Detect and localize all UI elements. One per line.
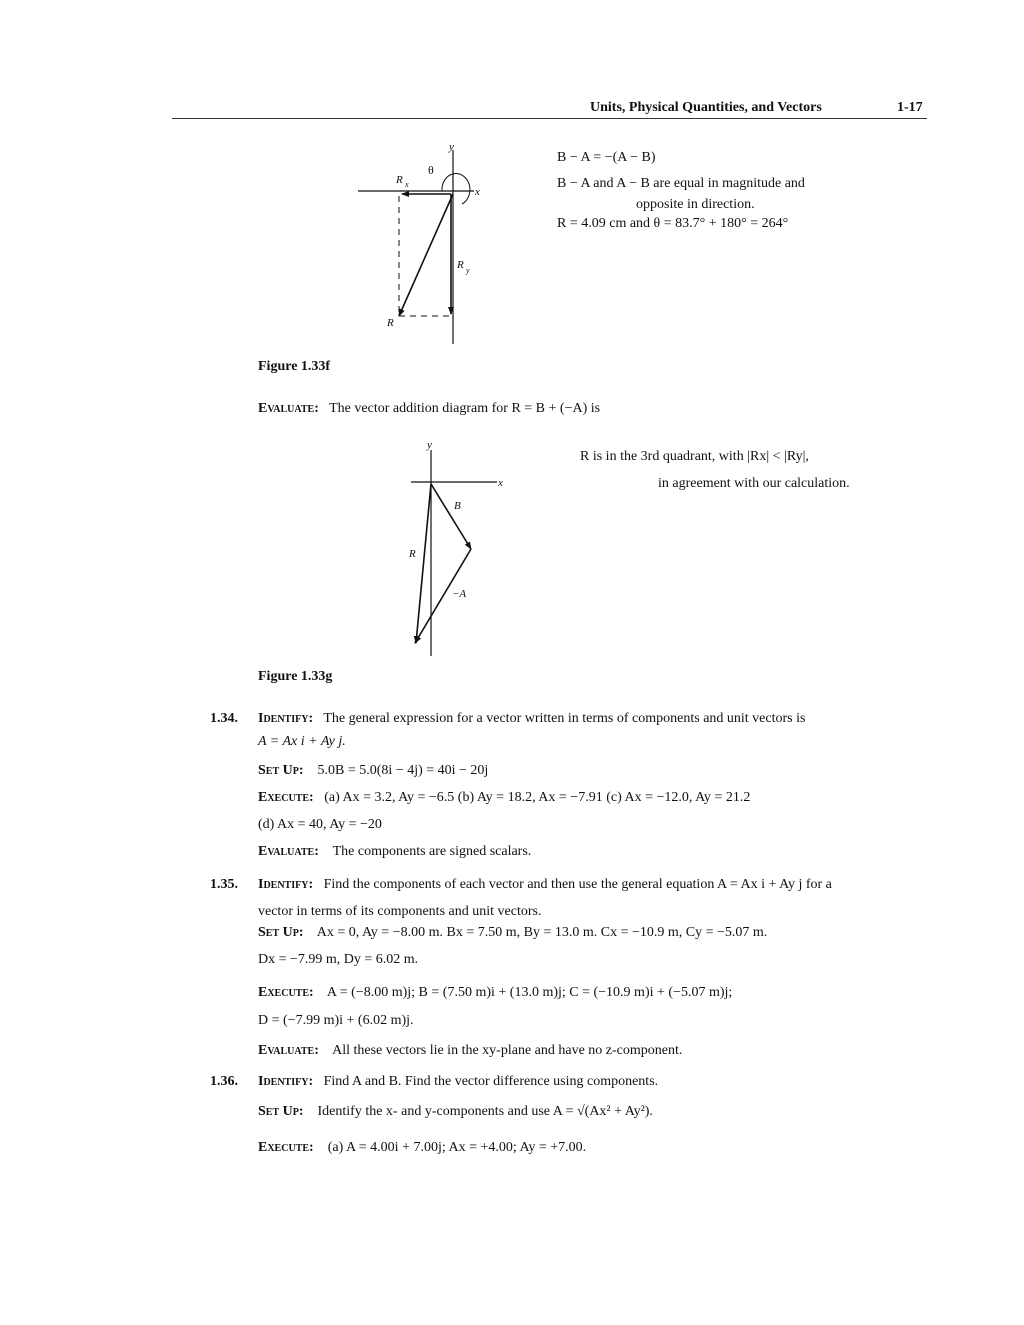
problem-1-35-number: 1.35. (210, 877, 238, 892)
side-g-line2: in agreement with our calculation. (658, 476, 850, 491)
identify-text: The general expression for a vector written in terms of components and unit vectors is (323, 711, 806, 726)
setup-text: Ax = 0, Ay = −8.00 m. Bx = 7.50 m, By = 13.0 m. Cx = −10.9 m, Cy = −5.07 m. (316, 925, 768, 940)
label-ry: R (457, 259, 464, 271)
setup-label: Set Up: (258, 925, 304, 940)
p134-execute-text2: (d) Ax = 40, Ay = −20 (258, 817, 382, 832)
page-number: 1-17 (897, 100, 923, 115)
side-g-line1: R is in the 3rd quadrant, with |Rx| < |Ry|, (580, 449, 809, 464)
p134-setup-row (258, 763, 488, 779)
evaluate-text: All these vectors lie in the xy-plane and have no z-component. (332, 1043, 683, 1058)
label-ry-sub: y (466, 266, 470, 275)
p134-identify-eq: A = Ax i + Ay j. (258, 734, 346, 749)
label-y: y (449, 141, 454, 153)
running-header-title: Units, Physical Quantities, and Vectors (590, 100, 822, 115)
setup-text: Identify the x- and y-components and use A = √(Ax² + Ay²). (317, 1104, 653, 1119)
setup-text: 5.0B = 5.0(8i − 4j) = 40i − 20j (317, 763, 489, 778)
side-f-line3: opposite in direction. (636, 197, 755, 212)
evaluate-g-label: Evaluate: (258, 401, 319, 416)
label-rx-sub: x (405, 180, 409, 189)
p134-evaluate-row (258, 844, 531, 860)
execute-text: (a) Ax = 3.2, Ay = −6.5 (b) Ay = 18.2, Ax = −7.91 (c) Ax = −12.0, Ay = 21.2 (324, 790, 751, 805)
identify-label: Identify: (258, 1074, 314, 1089)
label-theta: θ (428, 163, 434, 177)
resultant-vector-r (399, 194, 453, 316)
identify-text: Find A and B. Find the vector difference using components. (323, 1074, 659, 1089)
p135-evaluate-row (258, 1043, 682, 1059)
evaluate-g-paragraph (258, 401, 600, 417)
evaluate-text: The components are signed scalars. (332, 844, 532, 859)
label-r: R (409, 548, 416, 560)
problem-1-34-number: 1.34. (210, 711, 238, 726)
label-x: x (475, 186, 480, 198)
side-f-line4: R = 4.09 cm and θ = 83.7° + 180° = 264° (557, 216, 789, 231)
side-f-line2: B − A and A − B are equal in magnitude and (557, 176, 805, 191)
p136-setup-row (258, 1104, 653, 1120)
header-rule (172, 118, 927, 119)
evaluate-label: Evaluate: (258, 844, 319, 859)
label-b: B (454, 500, 461, 512)
setup-label: Set Up: (258, 763, 304, 778)
execute-label: Execute: (258, 790, 314, 805)
setup-label: Set Up: (258, 1104, 304, 1119)
execute-text: A = (−8.00 m)j; B = (7.50 m)i + (13.0 m)j; C = (−10.9 m)i + (−5.07 m)j; (326, 985, 733, 1000)
figure-1-33g-diagram (395, 436, 515, 658)
identify-text: Find the components of each vector and then use the general equation A = Ax i + Ay j for a (323, 877, 832, 892)
p135-setup-row (258, 925, 767, 941)
figure-1-33g-caption: Figure 1.33g (258, 669, 333, 684)
figure-1-33f-diagram (350, 138, 490, 348)
label-neg-a: −A (452, 588, 467, 600)
evaluate-label: Evaluate: (258, 1043, 319, 1058)
label-rx: R (396, 174, 403, 186)
vector-b (431, 484, 471, 549)
label-y: y (427, 439, 432, 451)
p134-identify-row (258, 711, 805, 727)
theta-arc (442, 174, 470, 204)
label-r: R (387, 317, 394, 329)
evaluate-g-text: The vector addition diagram for R = B + (−A) is (329, 401, 601, 416)
identify-label: Identify: (258, 711, 314, 726)
execute-label: Execute: (258, 1140, 314, 1155)
p136-execute-row (258, 1140, 586, 1156)
execute-text: (a) A = 4.00i + 7.00j; Ax = +4.00; Ay = +7.00. (327, 1140, 587, 1155)
p135-setup-text2: Dx = −7.99 m, Dy = 6.02 m. (258, 952, 419, 967)
p135-execute-text2: D = (−7.99 m)i + (6.02 m)j. (258, 1013, 414, 1028)
p134-execute-row (258, 790, 750, 806)
label-x: x (498, 477, 503, 489)
execute-label: Execute: (258, 985, 314, 1000)
identify-label: Identify: (258, 877, 314, 892)
p135-identify-row (258, 877, 832, 893)
problem-1-36-number: 1.36. (210, 1074, 238, 1089)
p136-identify-row (258, 1074, 658, 1090)
p135-identify-text2: vector in terms of its components and unit vectors. (258, 904, 542, 919)
p135-execute-row (258, 985, 732, 1001)
side-f-line1: B − A = −(A − B) (557, 150, 656, 165)
figure-1-33f-caption: Figure 1.33f (258, 359, 331, 374)
